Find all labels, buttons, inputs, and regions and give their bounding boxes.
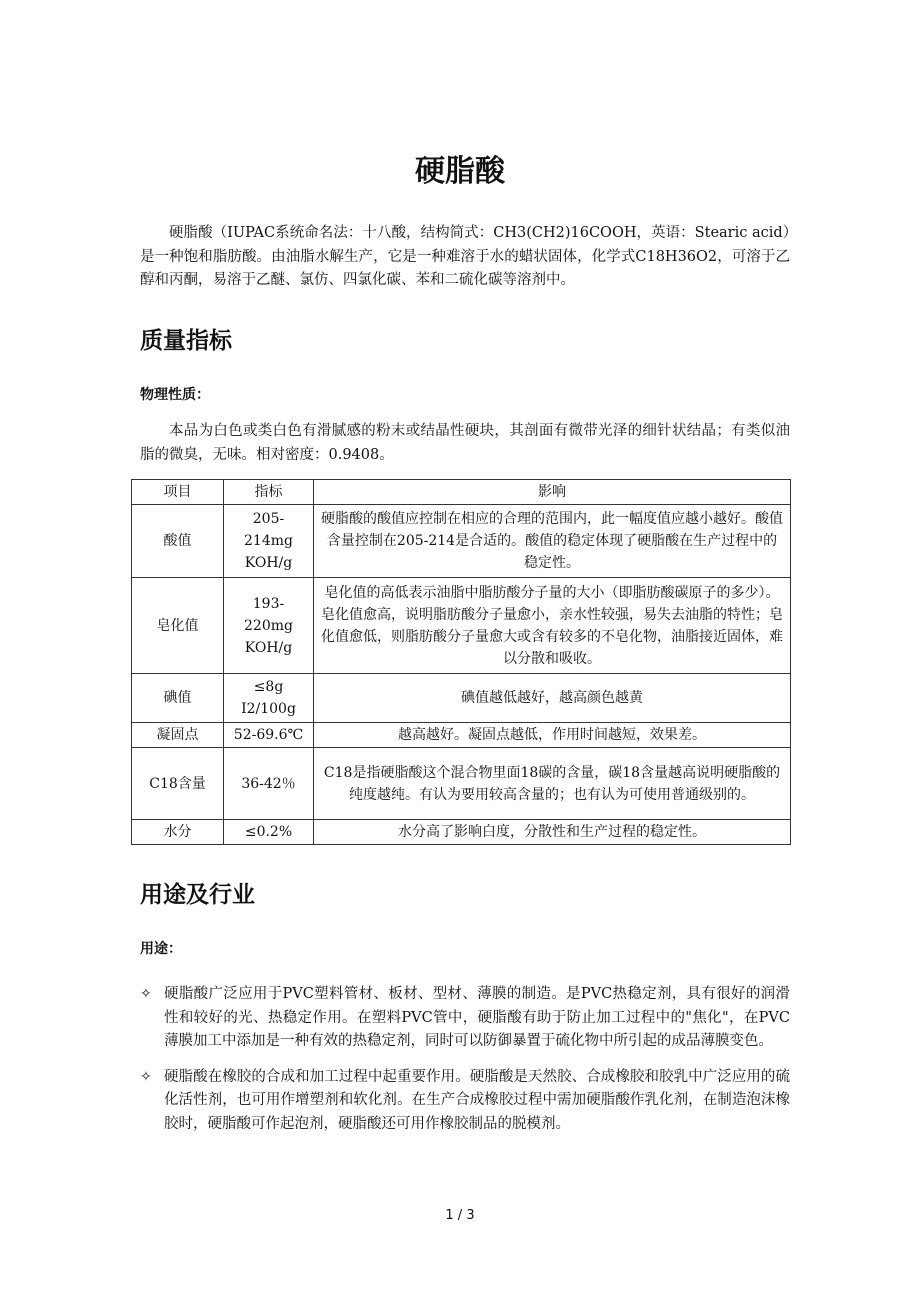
list-item-text: 硬脂酸在橡胶的合成和加工过程中起重要作用。硬脂酸是天然胶、合成橡胶和胶乳中广泛应用的硫化活性剂，也可用作增塑剂和软化剂。在生产合成橡胶过程中需加硬脂酸作乳化剂，在制造泡沫橡胶时，硬脂酸可作起泡剂，硬脂酸还可用作橡胶制品的脱模剂。 — [164, 1068, 790, 1132]
table-header-item: 项目 — [132, 480, 224, 505]
table-cell-spec: 205-214mg KOH/g — [224, 505, 314, 578]
table-cell-item: 皂化值 — [132, 578, 224, 674]
hollow-diamond-star-icon: ✧ — [140, 1068, 152, 1085]
physical-properties-paragraph: 本品为白色或类白色有滑腻感的粉末或结晶性硬块，其剖面有微带光泽的细针状结晶；有类似油脂的微臭，无味。相对密度：0.9408。 — [140, 423, 790, 463]
hollow-diamond-star-icon: ✧ — [140, 986, 152, 1002]
table-cell-effect: 碘值越低越好，越高颜色越黄 — [314, 674, 791, 723]
table-row — [132, 578, 791, 674]
table-row — [132, 505, 791, 578]
document-title: 硬脂酸 — [415, 154, 505, 189]
table-row — [132, 820, 791, 845]
table-cell-item: 碘值 — [132, 674, 224, 723]
usage-list — [140, 983, 790, 1148]
table-header-effect: 影响 — [314, 480, 791, 505]
table-cell-effect: C18是指硬脂酸这个混合物里面18碳的含量，碳18含量越高说明硬脂酸的纯度越纯。有认为要用较高含量的；也有认为可使用普通级别的。 — [314, 748, 791, 820]
list-item — [140, 1066, 790, 1137]
table-cell-item: 酸值 — [132, 505, 224, 578]
usage-subheading: 用途： — [140, 941, 182, 957]
table-cell-item: 水分 — [132, 820, 224, 845]
list-item — [140, 983, 790, 1054]
table-header-spec: 指标 — [224, 480, 314, 505]
table-cell-effect: 越高越好。凝固点越低，作用时间越短，效果差。 — [314, 723, 791, 748]
table-cell-effect: 硬脂酸的酸值应控制在相应的合理的范围内，此一幅度值应越小越好。酸值含量控制在205-214是合适的。酸值的稳定体现了硬脂酸在生产过程中的稳定性。 — [314, 505, 791, 578]
table-cell-spec: 193-220mg KOH/g — [224, 578, 314, 674]
table-row — [132, 674, 791, 723]
intro-paragraph: 硬脂酸（IUPAC系统命名法：十八酸，结构简式：CH3(CH2)16COOH，英语：Stearic acid）是一种饱和脂肪酸。由油脂水解生产，它是一种难溶于水的蜡状固体，化学式C18H36O2，可溶于乙醇和丙酮，易溶于乙醚、氯仿、四氯化碳、苯和二硫化碳等溶剂中。 — [140, 225, 790, 288]
table-cell-effect: 皂化值的高低表示油脂中脂肪酸分子量的大小（即脂肪酸碳原子的多少）。皂化值愈高，说明脂肪酸分子量愈小，亲水性较强，易失去油脂的特性；皂化值愈低，则脂肪酸分子量愈大或含有较多的不皂化物，油脂接近固体，难以分散和吸收。 — [314, 578, 791, 674]
physical-properties-subheading: 物理性质： — [140, 387, 210, 403]
table-header-row — [132, 480, 791, 505]
table-cell-spec: 36-42％ — [224, 748, 314, 820]
table-cell-spec: 52-69.6℃ — [224, 723, 314, 748]
usage-section-heading: 用途及行业 — [140, 882, 255, 908]
table-cell-effect: 水分高了影响白度，分散性和生产过程的稳定性。 — [314, 820, 791, 845]
page-number: 1 / 3 — [445, 1208, 475, 1223]
table-row — [132, 723, 791, 748]
table-cell-spec: ≤0.2% — [224, 820, 314, 845]
quality-section-heading: 质量指标 — [140, 328, 232, 354]
list-item-text: 硬脂酸广泛应用于PVC塑料管材、板材、型材、薄膜的制造。是PVC热稳定剂，具有很好的润滑性和较好的光、热稳定作用。在塑料PVC管中，硬脂酸有助于防止加工过程中的"焦化"，在PVC薄膜加工中添加是一种有效的热稳定剂，同时可以防御暴置于硫化物中所引起的成品薄膜变色。 — [164, 986, 790, 1049]
table-row — [132, 748, 791, 820]
table-cell-spec: ≤8g I2/100g — [224, 674, 314, 723]
quality-spec-table — [131, 479, 791, 845]
table-cell-item: 凝固点 — [132, 723, 224, 748]
table-cell-item: C18含量 — [132, 748, 224, 820]
